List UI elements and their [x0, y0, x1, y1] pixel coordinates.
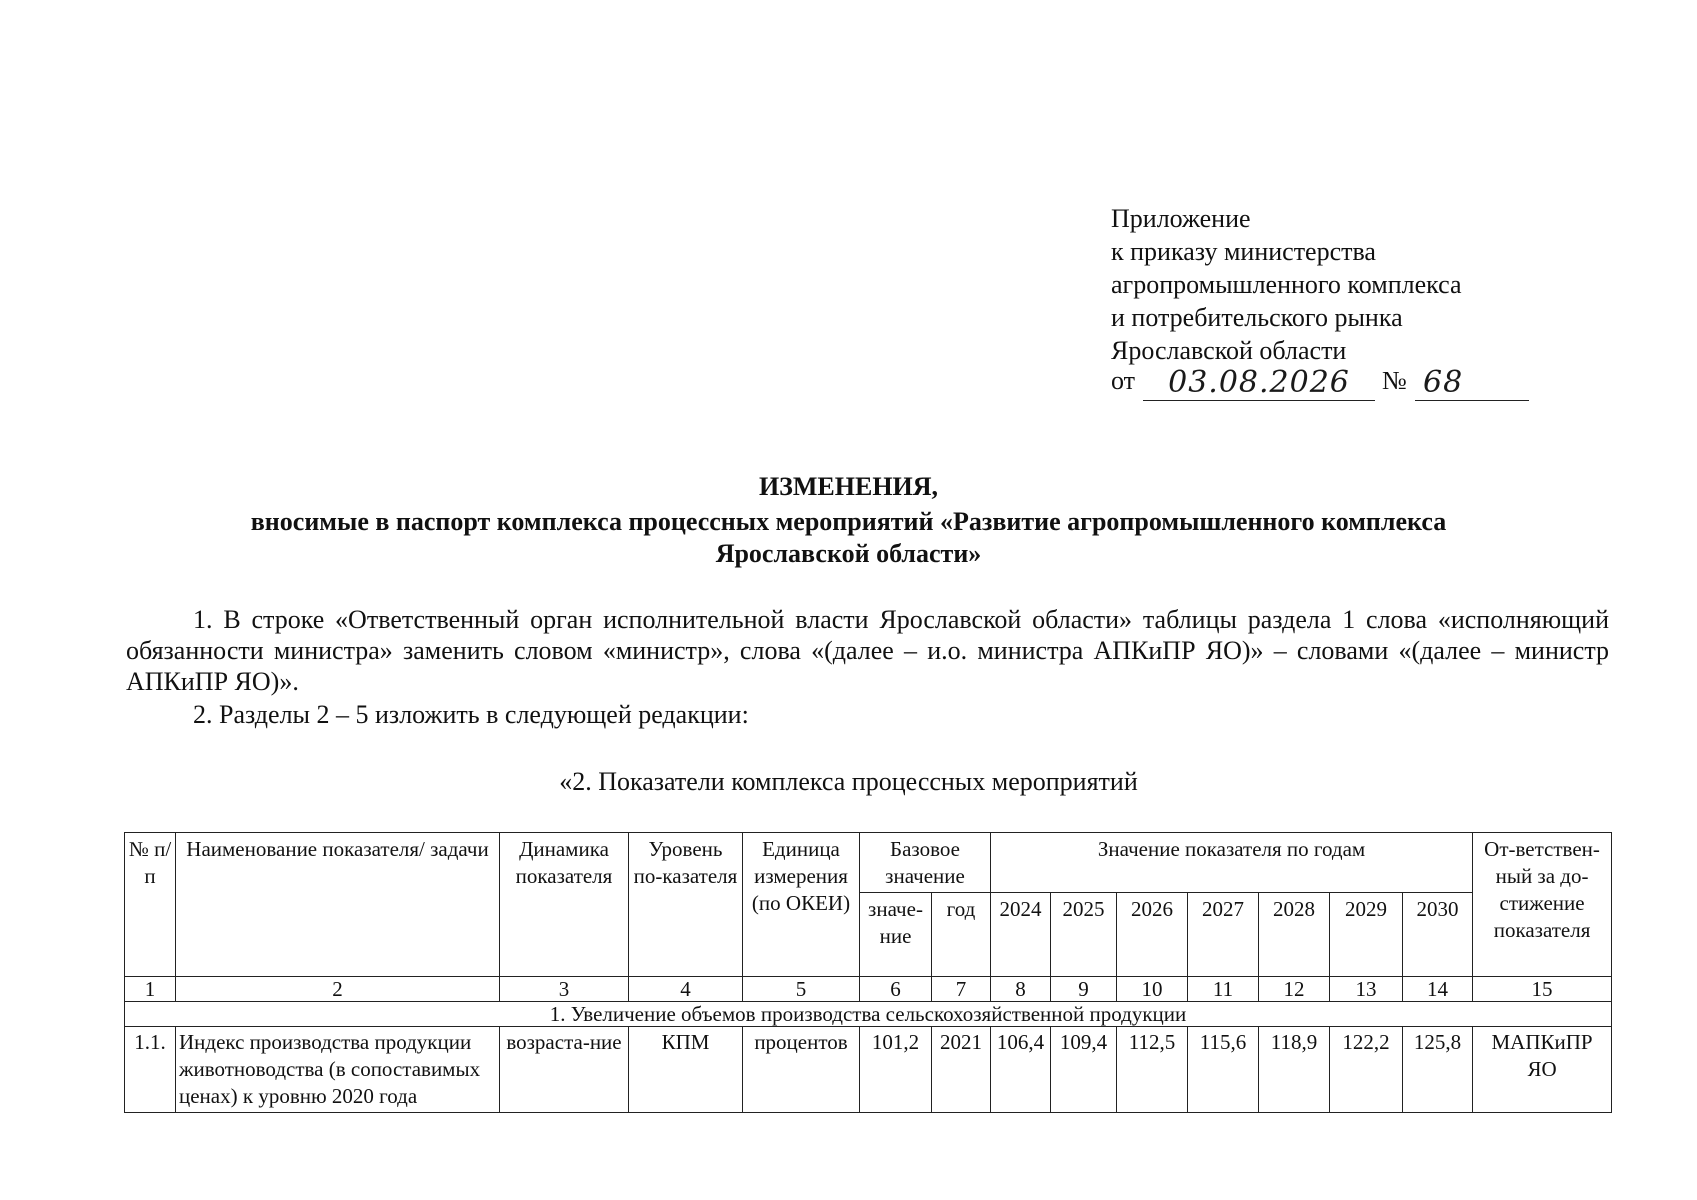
- row-value-2026: 112,5: [1117, 1027, 1188, 1113]
- header-year: 2025: [1051, 893, 1117, 977]
- header-base-year: год: [932, 893, 991, 977]
- document-subtitle-line-2: Ярославской области»: [715, 539, 982, 568]
- paragraph-1: 1. В строке «Ответственный орган исполнительной власти Ярославской области» таблицы раздела 1 слова «исполняющий обязанности министра» заменить словом «министр», слова «(далее – и.о. министра АПКиПР ЯО)» – словами «(далее – министр АПКиПР ЯО)».: [126, 605, 1609, 696]
- task-row: [125, 1002, 1612, 1027]
- document-subtitle-line-1: вносимые в паспорт комплекса процессных мероприятий «Развитие агропромышленного комплекса: [250, 507, 1447, 536]
- column-number: 7: [932, 977, 991, 1002]
- from-label: от: [1111, 366, 1136, 395]
- column-number: 6: [860, 977, 932, 1002]
- appendix-line-3: агропромышленного комплекса: [1111, 270, 1462, 299]
- header-values-by-year: Значение показателя по годам: [991, 833, 1473, 893]
- header-year: 2030: [1403, 893, 1473, 977]
- row-value-2028: 118,9: [1259, 1027, 1330, 1113]
- header-level: Уровень по-казателя: [629, 833, 743, 977]
- appendix-line-2: к приказу министерства: [1111, 237, 1376, 266]
- section-title: «2. Показатели комплекса процессных мероприятий: [559, 767, 1138, 796]
- row-indicator-name: Индекс производства продукции животноводства (в сопоставимых ценах) к уровню 2020 года: [176, 1027, 500, 1113]
- column-number: 8: [991, 977, 1051, 1002]
- row-value-2024: 106,4: [991, 1027, 1051, 1113]
- paragraph-2: 2. Разделы 2 – 5 изложить в следующей редакции:: [193, 700, 749, 729]
- row-num: 1.1.: [125, 1027, 176, 1113]
- column-number: 12: [1259, 977, 1330, 1002]
- column-numbers-row: [125, 977, 1612, 1002]
- header-responsible: От-ветствен-ный за до-стижение показателя: [1473, 833, 1612, 977]
- row-unit: процентов: [743, 1027, 860, 1113]
- order-date-number-line: [1111, 367, 1462, 407]
- header-dynamics: Динамика показателя: [500, 833, 629, 977]
- table-header-row-1: [125, 833, 1612, 893]
- header-base: Базовое значение: [860, 833, 991, 893]
- document-title: ИЗМЕНЕНИЯ,: [758, 472, 939, 501]
- header-year: 2027: [1188, 893, 1259, 977]
- row-base-value: 101,2: [860, 1027, 932, 1113]
- column-number: 2: [176, 977, 500, 1002]
- header-num: № п/п: [125, 833, 176, 977]
- column-number: 14: [1403, 977, 1473, 1002]
- header-name: Наименование показателя/ задачи: [176, 833, 500, 977]
- appendix-line-4: и потребительского рынка: [1111, 303, 1403, 332]
- task-row-label: 1. Увеличение объемов производства сельскохозяйственной продукции: [125, 1002, 1612, 1027]
- header-unit: Единица измерения (по ОКЕИ): [743, 833, 860, 977]
- appendix-line-1: Приложение: [1111, 204, 1251, 233]
- number-label: №: [1382, 366, 1407, 395]
- header-year: 2024: [991, 893, 1051, 977]
- column-number: 9: [1051, 977, 1117, 1002]
- appendix-block: [1111, 202, 1462, 407]
- appendix-line-5: Ярославской области: [1111, 336, 1347, 365]
- order-number-handwritten: 68: [1415, 366, 1529, 401]
- header-year: 2026: [1117, 893, 1188, 977]
- column-number: 10: [1117, 977, 1188, 1002]
- column-number: 4: [629, 977, 743, 1002]
- table-row: [125, 1027, 1612, 1113]
- header-year: 2028: [1259, 893, 1330, 977]
- header-year: 2029: [1330, 893, 1403, 977]
- column-number: 11: [1188, 977, 1259, 1002]
- column-number: 15: [1473, 977, 1612, 1002]
- row-value-2029: 122,2: [1330, 1027, 1403, 1113]
- row-value-2030: 125,8: [1403, 1027, 1473, 1113]
- row-responsible: МАПКиПР ЯО: [1473, 1027, 1612, 1113]
- row-base-year: 2021: [932, 1027, 991, 1113]
- indicators-table: [124, 832, 1612, 1113]
- header-base-value: значе-ние: [860, 893, 932, 977]
- row-level: КПМ: [629, 1027, 743, 1113]
- row-value-2027: 115,6: [1188, 1027, 1259, 1113]
- row-value-2025: 109,4: [1051, 1027, 1117, 1113]
- column-number: 3: [500, 977, 629, 1002]
- column-number: 13: [1330, 977, 1403, 1002]
- order-date-handwritten: 03.08.2026: [1143, 366, 1375, 401]
- column-number: 1: [125, 977, 176, 1002]
- row-dynamics: возраста-ние: [500, 1027, 629, 1113]
- column-number: 5: [743, 977, 860, 1002]
